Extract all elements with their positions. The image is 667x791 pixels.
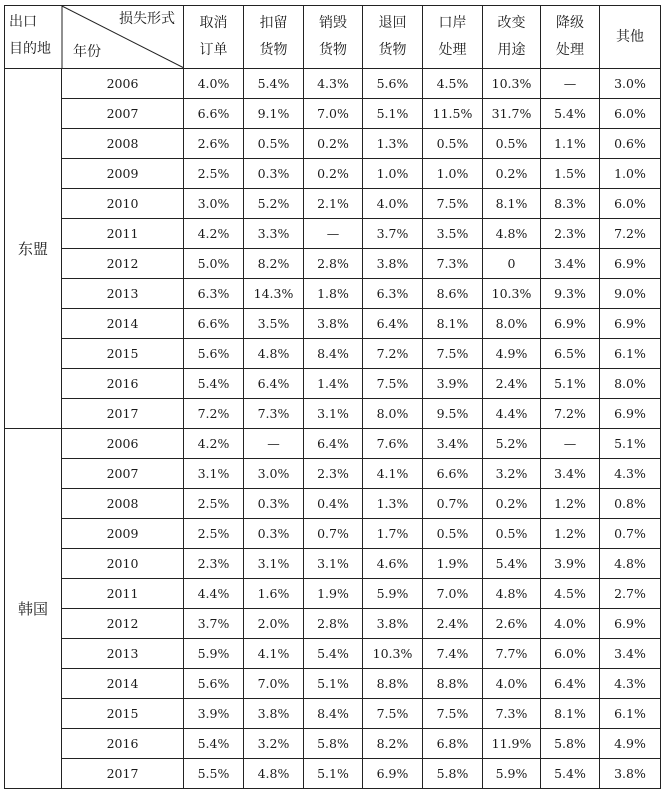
corner-row-label-line2: 目的地 (9, 41, 51, 57)
value-cell: 6.0% (600, 189, 661, 219)
value-cell: 3.4% (600, 639, 661, 669)
value-cell: 8.2% (363, 729, 423, 759)
table-row (5, 219, 661, 249)
value-cell: 6.8% (423, 729, 483, 759)
value-cell: 1.9% (304, 579, 363, 609)
value-cell: 2.3% (304, 459, 363, 489)
value-cell: 5.1% (363, 99, 423, 129)
value-cell: 6.0% (600, 99, 661, 129)
value-cell: 3.0% (184, 189, 244, 219)
value-cell: 0.5% (423, 129, 483, 159)
year-cell: 2017 (62, 759, 184, 789)
value-cell: 7.5% (423, 189, 483, 219)
value-cell: 3.7% (184, 609, 244, 639)
value-cell: 3.1% (244, 549, 304, 579)
value-cell: 2.5% (184, 489, 244, 519)
value-cell: 2.3% (184, 549, 244, 579)
value-cell: 5.1% (304, 759, 363, 789)
value-cell: 5.1% (541, 369, 600, 399)
value-cell: 3.5% (423, 219, 483, 249)
value-cell: 0.5% (483, 519, 541, 549)
value-cell: 4.2% (184, 219, 244, 249)
value-cell: 3.7% (363, 219, 423, 249)
corner-row-label-line1: 出口 (9, 14, 37, 30)
value-cell: 5.4% (304, 639, 363, 669)
value-cell: 9.5% (423, 399, 483, 429)
value-cell: 3.8% (600, 759, 661, 789)
value-cell: 5.4% (244, 69, 304, 99)
value-cell: 4.4% (184, 579, 244, 609)
year-cell: 2011 (62, 579, 184, 609)
value-cell: 5.2% (244, 189, 304, 219)
value-cell: 6.3% (184, 279, 244, 309)
value-cell: 2.3% (541, 219, 600, 249)
table-row (5, 729, 661, 759)
year-cell: 2010 (62, 189, 184, 219)
value-cell: 4.1% (244, 639, 304, 669)
value-cell: 6.4% (363, 309, 423, 339)
value-cell: 3.9% (541, 549, 600, 579)
value-cell: 3.2% (483, 459, 541, 489)
value-cell: 6.9% (600, 309, 661, 339)
table-row (5, 579, 661, 609)
table-row (5, 249, 661, 279)
corner-column-label: 损失形式 (119, 11, 175, 27)
value-cell: 3.1% (304, 549, 363, 579)
value-cell: 1.3% (363, 489, 423, 519)
value-cell: 6.1% (600, 699, 661, 729)
year-cell: 2012 (62, 249, 184, 279)
value-cell: 6.6% (423, 459, 483, 489)
value-cell: 5.5% (184, 759, 244, 789)
value-cell: 4.9% (483, 339, 541, 369)
value-cell: 1.6% (244, 579, 304, 609)
value-cell: 6.0% (541, 639, 600, 669)
table-row (5, 129, 661, 159)
value-cell: 5.9% (363, 579, 423, 609)
value-cell: 5.1% (304, 669, 363, 699)
value-cell: 6.6% (184, 99, 244, 129)
column-header: 扣留 货物 (244, 6, 304, 69)
value-cell: 7.7% (483, 639, 541, 669)
value-cell: 4.6% (363, 549, 423, 579)
value-cell: 6.9% (600, 399, 661, 429)
value-cell: 11.9% (483, 729, 541, 759)
value-cell: 4.8% (244, 759, 304, 789)
table-row (5, 669, 661, 699)
value-cell: 8.6% (423, 279, 483, 309)
table-row (5, 459, 661, 489)
value-cell: 6.9% (600, 249, 661, 279)
corner-row-label (9, 9, 51, 63)
value-cell: 3.5% (244, 309, 304, 339)
value-cell: 2.1% (304, 189, 363, 219)
year-cell: 2011 (62, 219, 184, 249)
value-cell: 0.2% (304, 129, 363, 159)
value-cell: 8.1% (423, 309, 483, 339)
value-cell: 4.3% (600, 669, 661, 699)
year-cell: 2014 (62, 669, 184, 699)
column-header: 其他 (600, 6, 661, 69)
value-cell: 6.1% (600, 339, 661, 369)
value-cell: 8.0% (483, 309, 541, 339)
value-cell: 4.5% (541, 579, 600, 609)
value-cell: 5.4% (184, 369, 244, 399)
year-cell: 2015 (62, 699, 184, 729)
value-cell: 8.4% (304, 699, 363, 729)
value-cell: 7.2% (184, 399, 244, 429)
year-cell: 2008 (62, 489, 184, 519)
column-header: 取消 订单 (184, 6, 244, 69)
value-cell: 7.2% (363, 339, 423, 369)
value-cell: 3.4% (541, 249, 600, 279)
value-cell: 0.7% (423, 489, 483, 519)
value-cell: 6.6% (184, 309, 244, 339)
value-cell: 6.9% (600, 609, 661, 639)
value-cell: 31.7% (483, 99, 541, 129)
value-cell: 4.3% (600, 459, 661, 489)
year-cell: 2009 (62, 519, 184, 549)
value-cell: 6.3% (363, 279, 423, 309)
value-cell: 4.0% (363, 189, 423, 219)
value-cell: 6.4% (244, 369, 304, 399)
value-cell: 7.0% (304, 99, 363, 129)
table-row (5, 69, 661, 99)
header-row (5, 6, 661, 69)
table-row (5, 399, 661, 429)
value-cell: 1.9% (423, 549, 483, 579)
table-row (5, 339, 661, 369)
value-cell: — (541, 69, 600, 99)
value-cell: 7.4% (423, 639, 483, 669)
value-cell: 6.4% (541, 669, 600, 699)
value-cell: 1.3% (363, 129, 423, 159)
value-cell: 6.9% (363, 759, 423, 789)
value-cell: 7.5% (363, 369, 423, 399)
value-cell: 0.4% (304, 489, 363, 519)
value-cell: 4.2% (184, 429, 244, 459)
value-cell: 1.5% (541, 159, 600, 189)
value-cell: 14.3% (244, 279, 304, 309)
value-cell: 8.3% (541, 189, 600, 219)
value-cell: 0.7% (600, 519, 661, 549)
value-cell: 7.2% (541, 399, 600, 429)
value-cell: 3.3% (244, 219, 304, 249)
column-header: 口岸 处理 (423, 6, 483, 69)
value-cell: 7.5% (363, 699, 423, 729)
value-cell: 7.0% (244, 669, 304, 699)
value-cell: 9.0% (600, 279, 661, 309)
region-cell: 东盟 (5, 69, 62, 429)
value-cell: 1.0% (423, 159, 483, 189)
value-cell: 7.3% (423, 249, 483, 279)
table-row (5, 309, 661, 339)
column-header: 销毁 货物 (304, 6, 363, 69)
value-cell: 0.3% (244, 489, 304, 519)
value-cell: 7.2% (600, 219, 661, 249)
column-header: 退回 货物 (363, 6, 423, 69)
value-cell: 4.3% (304, 69, 363, 99)
value-cell: 8.1% (541, 699, 600, 729)
value-cell: 4.8% (600, 549, 661, 579)
value-cell: 1.0% (600, 159, 661, 189)
value-cell: 0.7% (304, 519, 363, 549)
value-cell: 1.2% (541, 489, 600, 519)
year-cell: 2012 (62, 609, 184, 639)
value-cell: 5.4% (483, 549, 541, 579)
table-row (5, 519, 661, 549)
value-cell: — (541, 429, 600, 459)
value-cell: 7.3% (483, 699, 541, 729)
value-cell: 3.8% (244, 699, 304, 729)
value-cell: 5.9% (184, 639, 244, 669)
value-cell: 4.0% (483, 669, 541, 699)
value-cell: 0.2% (304, 159, 363, 189)
table-row (5, 189, 661, 219)
value-cell: 3.0% (244, 459, 304, 489)
value-cell: 6.5% (541, 339, 600, 369)
value-cell: 4.9% (600, 729, 661, 759)
value-cell: 2.4% (483, 369, 541, 399)
value-cell: 5.9% (483, 759, 541, 789)
value-cell: 8.2% (244, 249, 304, 279)
year-cell: 2015 (62, 339, 184, 369)
value-cell: 0.6% (600, 129, 661, 159)
value-cell: 5.4% (184, 729, 244, 759)
value-cell: 4.0% (184, 69, 244, 99)
table-row (5, 99, 661, 129)
value-cell: 4.0% (541, 609, 600, 639)
year-cell: 2009 (62, 159, 184, 189)
value-cell: 6.4% (304, 429, 363, 459)
value-cell: 1.1% (541, 129, 600, 159)
value-cell: 3.4% (423, 429, 483, 459)
value-cell: 7.0% (423, 579, 483, 609)
value-cell: 0.3% (244, 159, 304, 189)
year-cell: 2008 (62, 129, 184, 159)
value-cell: 3.9% (423, 369, 483, 399)
corner-header (5, 6, 184, 69)
table-row (5, 159, 661, 189)
value-cell: 0.2% (483, 489, 541, 519)
value-cell: 10.3% (483, 279, 541, 309)
value-cell: 8.4% (304, 339, 363, 369)
value-cell: 5.6% (184, 669, 244, 699)
value-cell: 2.8% (304, 609, 363, 639)
value-cell: 1.4% (304, 369, 363, 399)
value-cell: 1.0% (363, 159, 423, 189)
value-cell: 2.5% (184, 159, 244, 189)
year-cell: 2010 (62, 549, 184, 579)
corner-year-label: 年份 (73, 44, 101, 60)
year-cell: 2013 (62, 279, 184, 309)
year-cell: 2017 (62, 399, 184, 429)
value-cell: 3.1% (184, 459, 244, 489)
value-cell: 10.3% (483, 69, 541, 99)
value-cell: 2.7% (600, 579, 661, 609)
year-cell: 2007 (62, 99, 184, 129)
column-header: 改变 用途 (483, 6, 541, 69)
value-cell: 4.5% (423, 69, 483, 99)
value-cell: 4.4% (483, 399, 541, 429)
region-cell: 韩国 (5, 429, 62, 789)
value-cell: 4.1% (363, 459, 423, 489)
value-cell: 8.8% (363, 669, 423, 699)
value-cell: 2.6% (184, 129, 244, 159)
value-cell: 0 (483, 249, 541, 279)
value-cell: 5.1% (600, 429, 661, 459)
value-cell: 3.8% (363, 609, 423, 639)
value-cell: 4.8% (244, 339, 304, 369)
table-row (5, 489, 661, 519)
value-cell: 3.2% (244, 729, 304, 759)
value-cell: 8.0% (600, 369, 661, 399)
value-cell: 3.8% (304, 309, 363, 339)
table-row (5, 759, 661, 789)
value-cell: 2.0% (244, 609, 304, 639)
value-cell: 4.8% (483, 579, 541, 609)
value-cell: 2.4% (423, 609, 483, 639)
value-cell: 2.8% (304, 249, 363, 279)
value-cell: 7.3% (244, 399, 304, 429)
table-row (5, 279, 661, 309)
value-cell: 7.5% (423, 699, 483, 729)
value-cell: 7.6% (363, 429, 423, 459)
value-cell: 11.5% (423, 99, 483, 129)
value-cell: 5.6% (184, 339, 244, 369)
value-cell: 8.0% (363, 399, 423, 429)
value-cell: 5.0% (184, 249, 244, 279)
year-cell: 2014 (62, 309, 184, 339)
loss-table-container (4, 5, 661, 789)
value-cell: 5.2% (483, 429, 541, 459)
year-cell: 2013 (62, 639, 184, 669)
column-header: 降级 处理 (541, 6, 600, 69)
value-cell: 0.5% (483, 129, 541, 159)
value-cell: 3.0% (600, 69, 661, 99)
value-cell: 5.6% (363, 69, 423, 99)
value-cell: — (304, 219, 363, 249)
table-row (5, 549, 661, 579)
value-cell: 0.8% (600, 489, 661, 519)
value-cell: 8.1% (483, 189, 541, 219)
year-cell: 2006 (62, 69, 184, 99)
value-cell: 5.8% (423, 759, 483, 789)
value-cell: 5.8% (304, 729, 363, 759)
value-cell: 2.6% (483, 609, 541, 639)
table-row (5, 609, 661, 639)
value-cell: 8.8% (423, 669, 483, 699)
value-cell: 0.5% (244, 129, 304, 159)
value-cell: 5.8% (541, 729, 600, 759)
year-cell: 2006 (62, 429, 184, 459)
value-cell: 2.5% (184, 519, 244, 549)
value-cell: 3.4% (541, 459, 600, 489)
value-cell: 0.2% (483, 159, 541, 189)
value-cell: — (244, 429, 304, 459)
value-cell: 0.3% (244, 519, 304, 549)
value-cell: 1.7% (363, 519, 423, 549)
year-cell: 2016 (62, 729, 184, 759)
year-cell: 2016 (62, 369, 184, 399)
value-cell: 3.1% (304, 399, 363, 429)
value-cell: 4.8% (483, 219, 541, 249)
value-cell: 3.8% (363, 249, 423, 279)
table-body (5, 69, 661, 789)
value-cell: 10.3% (363, 639, 423, 669)
value-cell: 9.1% (244, 99, 304, 129)
value-cell: 5.4% (541, 759, 600, 789)
value-cell: 5.4% (541, 99, 600, 129)
value-cell: 3.9% (184, 699, 244, 729)
table-row (5, 639, 661, 669)
table-row (5, 429, 661, 459)
table-row (5, 369, 661, 399)
value-cell: 6.9% (541, 309, 600, 339)
loss-table (4, 5, 661, 789)
value-cell: 7.5% (423, 339, 483, 369)
value-cell: 1.2% (541, 519, 600, 549)
value-cell: 0.5% (423, 519, 483, 549)
value-cell: 1.8% (304, 279, 363, 309)
value-cell: 9.3% (541, 279, 600, 309)
table-row (5, 699, 661, 729)
year-cell: 2007 (62, 459, 184, 489)
